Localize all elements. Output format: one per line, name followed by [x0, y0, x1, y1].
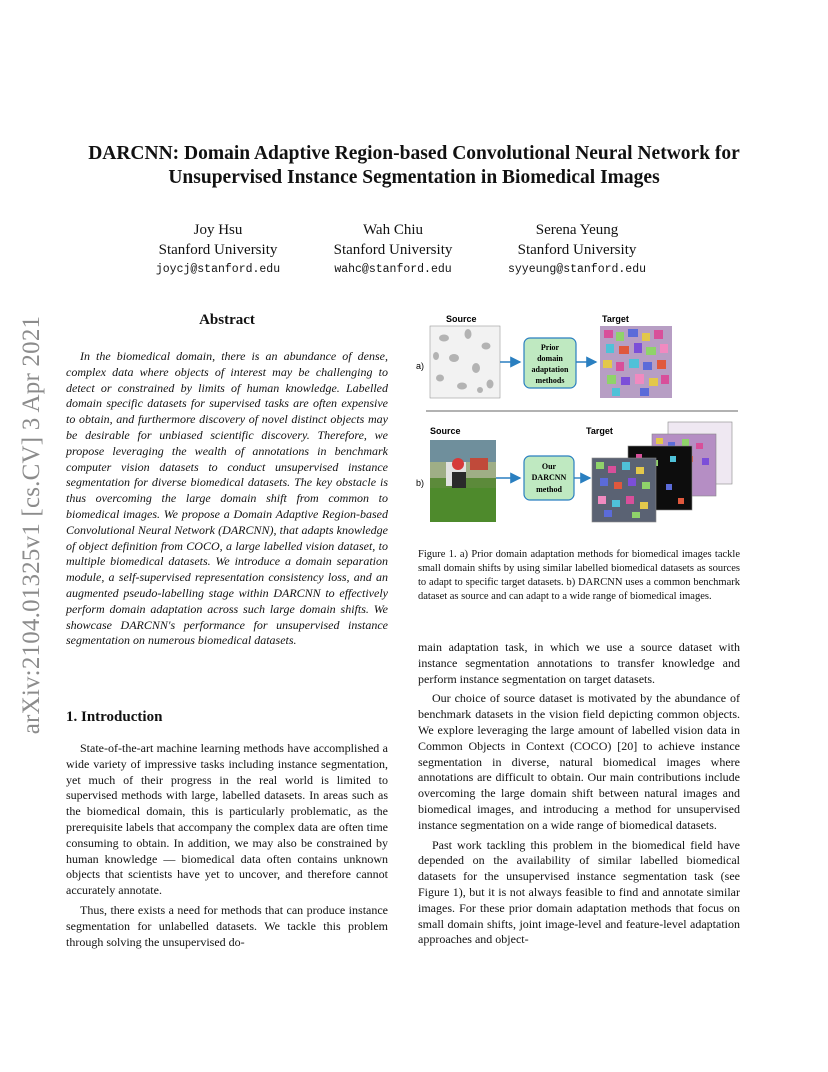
intro-paragraph-1: State-of-the-art machine learning methods have accomplished a wide variety of impressive tasks including instance segmentation, yet much of their progress in the real world is limited to supervised methods with large, labelled datasets. In areas such as the biomedical domain, this is particularly problematic, as the prerequisite labels that accompany the complex data are often time consuming to obtain. In addition, we may also be constrained by human knowledge — biomedical data often contains unknown objects that scientists have yet to uncover, and therefore cannot accurately annotate.: [66, 741, 388, 898]
title-line-2: Unsupervised Instance Segmentation in Biomedical Images: [168, 167, 660, 188]
author-affiliation: Stanford University: [158, 242, 278, 258]
svg-text:methods: methods: [535, 376, 565, 385]
author-2: [308, 220, 478, 280]
author-block: [0, 220, 828, 280]
figure-1: [416, 312, 746, 527]
author-name: Joy Hsu: [193, 222, 243, 238]
source-label-b: Source: [430, 426, 461, 436]
svg-text:Our: Our: [541, 462, 557, 471]
author-3: [492, 220, 662, 280]
figure-1-diagram: [416, 312, 746, 527]
author-name: Serena Yeung: [535, 222, 619, 238]
target-label-a: Target: [602, 314, 629, 324]
svg-text:DARCNN: DARCNN: [531, 473, 567, 482]
arxiv-identifier-text: arXiv:2104.01325v1 [cs.CV] 3 Apr 2021: [18, 315, 45, 735]
figure-caption: Figure 1. a) Prior domain adaptation methods for biomedical images tackle small domain shifts by using similar labelled biomedical datasets as sources to adapt to specific target datasets. b) DARCNN uses a common benchmark dataset as source and can adapt to a wide range of biomedical images.: [418, 549, 740, 602]
author-1: [133, 220, 303, 280]
right-paragraph-2: Our choice of source dataset is motivated by the abundance of benchmark datasets in the vision field depicting common objects. We explore leveraging the large amount of labelled vision data in Common Objects in Context (COCO) [20] to achieve instance segmentation in diverse, natural biomedical images where annotations are difficult to obtain. Our main contributions include overcoming the large domain shift between natural images and biomedical images, and introducing a method for unsupervised instance segmentation on a wide range of biomedical datasets.: [418, 691, 740, 832]
svg-text:adaptation: adaptation: [531, 365, 569, 374]
author-affiliation: Stanford University: [517, 242, 637, 258]
abstract-text: In the biomedical domain, there is an abundance of dense, complex data where objects of interest may be challenging to detect or constrained by limits of human knowledge. Labelled domain specific datasets for supervised tasks are often expensive to obtain, and furthermore discovery of novel distinct objects may be desirable for unbiased scientific discovery. Therefore, we propose leveraging the wealth of annotations in benchmark computer vision datasets to conduct unsupervised instance segmentation for diverse biomedical datasets. The key obstacle is thus overcoming the large domain shift from common to biomedical images. We propose a Domain Adaptive Region-based Convolutional Neural Network (DARCNN), that adapts knowledge of object definition from COCO, a large labelled vision dataset, to multiple biomedical datasets. We introduce a domain separation module, a self-supervised representation consistency loss, and an augmented pseudo-labelling stage within DARCNN to effectively perform domain adaptation across such large domain shifts. We showcase DARCNN's performance for unsupervised instance segmentation on numerous biomedical datasets.: [66, 349, 388, 648]
author-email[interactable]: wahc@stanford.edu: [334, 263, 452, 276]
author-email[interactable]: joycj@stanford.edu: [155, 263, 281, 276]
svg-text:domain: domain: [537, 354, 563, 363]
section-heading: 1. Introduction: [66, 709, 163, 725]
right-paragraph-3: Past work tackling this problem in the biomedical field have depended on the availability of similar labelled biomedical datasets for the unsupervised instance segmentation task (see Figure 1), but it is not always feasible to find and annotate similar images. For these prior domain adaptation methods that focus on small domain shifts, joint image-level and feature-level adaptation approaches and object-: [418, 837, 740, 947]
paper-title: [40, 142, 788, 190]
abstract-heading: Abstract: [199, 312, 255, 328]
svg-text:Prior: Prior: [540, 343, 560, 352]
author-email[interactable]: syyeung@stanford.edu: [507, 263, 647, 276]
svg-text:method: method: [536, 485, 562, 494]
intro-paragraph-2: Thus, there exists a need for methods that can produce instance segmentation for unlabelled datasets. We tackle this problem through solving the unsupervised do-: [66, 902, 388, 949]
source-label-a: Source: [446, 314, 477, 324]
source-image-b: [430, 440, 496, 522]
title-line-1: DARCNN: Domain Adaptive Region-based Convolutional Neural Network for: [88, 143, 740, 164]
intro-column: [66, 741, 388, 954]
right-paragraph-1: main adaptation task, in which we use a source dataset with instance segmentation annotations to transfer knowledge and perform instance segmentation on target datasets.: [418, 640, 740, 686]
arxiv-identifier: [4, 290, 60, 760]
target-label-b: Target: [586, 426, 613, 436]
author-affiliation: Stanford University: [333, 242, 453, 258]
author-name: Wah Chiu: [362, 222, 424, 238]
panel-a-label: a): [416, 361, 425, 371]
right-column: [418, 640, 740, 952]
target-image-stack: [592, 422, 732, 522]
panel-b-label: b): [416, 478, 425, 488]
